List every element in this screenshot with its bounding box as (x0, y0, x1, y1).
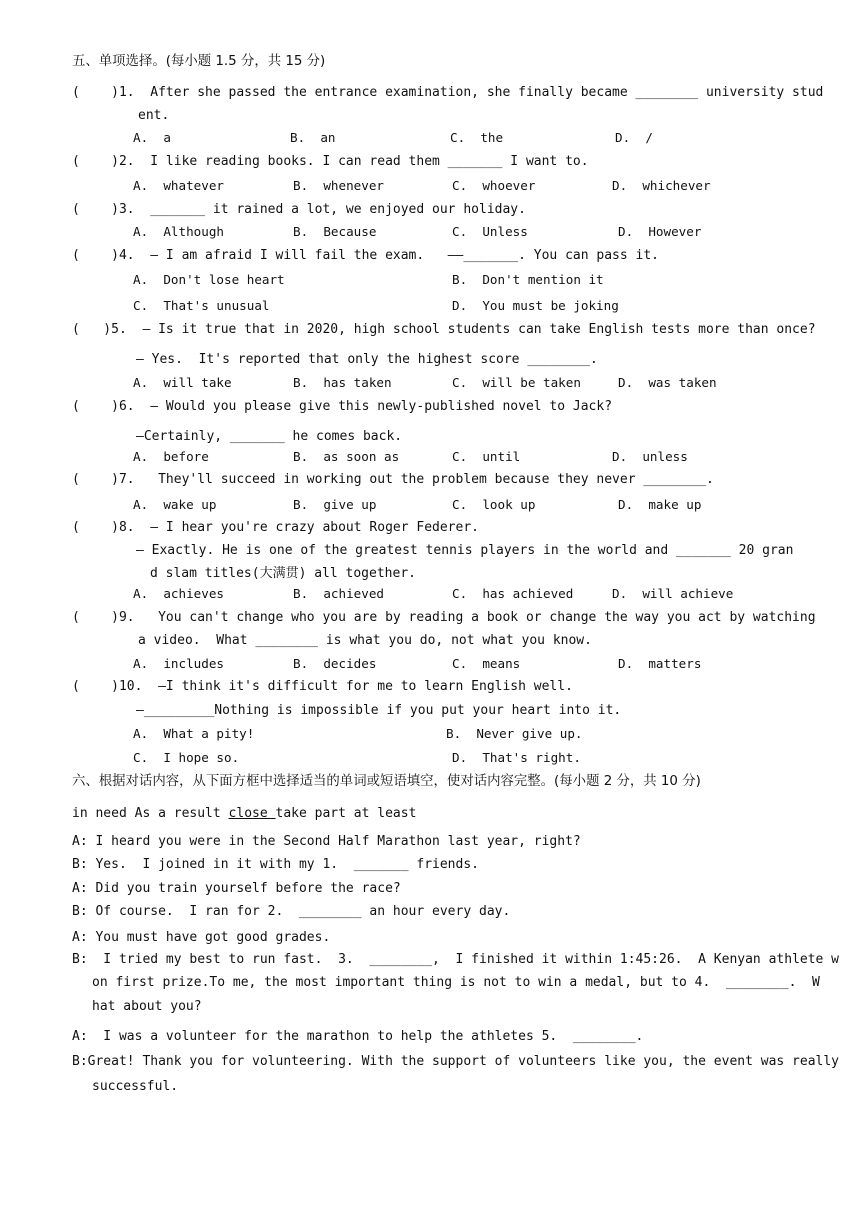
q6-option-a: A. before (133, 449, 209, 464)
dialogue-line-2: B: Yes. I joined in it with my 1. _______ friends. (72, 857, 479, 872)
q10-option-b: B. Never give up. (446, 726, 583, 741)
q9-option-b: B. decides (293, 656, 377, 671)
q4-option-c: C. That's unusual (133, 298, 270, 313)
question-6-cont: —Certainly, _______ he comes back. (136, 429, 403, 444)
q7-option-c: C. look up (452, 497, 536, 512)
q10-option-c: C. I hope so. (133, 750, 240, 765)
question-3: ( )3. _______ it rained a lot, we enjoyed our holiday. (72, 202, 526, 217)
q6-option-b: B. as soon as (293, 449, 400, 464)
question-8: ( )8. — I hear you're crazy about Roger Federer. (72, 520, 479, 535)
q8-option-a: A. achieves (133, 586, 224, 601)
dialogue-line-6b: on first prize.To me, the most important thing is not to win a medal, but to 4. ________. W (92, 975, 820, 990)
question-10: ( )10. —I think it's difficult for me to learn English well. (72, 679, 573, 694)
q6-option-c: C. until (452, 449, 521, 464)
q1-option-d: D. / (615, 130, 653, 145)
question-5: ( )5. — Is it true that in 2020, high school students can take English tests more than once? (72, 322, 816, 337)
q5-option-c: C. will be taken (452, 375, 581, 390)
q4-option-a: A. Don't lose heart (133, 272, 285, 287)
q9-option-d: D. matters (618, 656, 702, 671)
q1-option-a: A. a (133, 130, 171, 145)
dialogue-line-5: A: You must have got good grades. (72, 930, 331, 945)
question-9: ( )9. You can't change who you are by reading a book or change the way you act by watching (72, 610, 816, 625)
q5-option-d: D. was taken (618, 375, 717, 390)
word-bank-underlined: close (228, 806, 276, 821)
dialogue-line-8a: B:Great! Thank you for volunteering. With the support of volunteers like you, the event was really (72, 1054, 840, 1069)
q1-option-c: C. the (450, 130, 504, 145)
word-bank (72, 805, 416, 823)
q3-option-c: C. Unless (452, 224, 528, 239)
q6-option-d: D. unless (612, 449, 688, 464)
question-1-cont: ent. (138, 108, 170, 123)
q8-option-c: C. has achieved (452, 586, 574, 601)
q3-option-a: A. Although (133, 224, 224, 239)
q2-option-b: B. whenever (293, 178, 384, 193)
q10-option-d: D. That's right. (452, 750, 581, 765)
dialogue-line-4: B: Of course. I ran for 2. ________ an hour every day. (72, 904, 511, 919)
word-bank-before: in need As a result (72, 806, 229, 821)
q8-option-b: B. achieved (293, 586, 384, 601)
question-7: ( )7. They'll succeed in working out the problem because they never ________. (72, 472, 714, 487)
q4-option-d: D. You must be joking (452, 298, 619, 313)
q7-option-a: A. wake up (133, 497, 217, 512)
q9-option-c: C. means (452, 656, 521, 671)
q7-option-d: D. make up (618, 497, 702, 512)
question-9-cont: a video. What ________ is what you do, not what you know. (138, 633, 592, 648)
dialogue-line-7: A: I was a volunteer for the marathon to help the athletes 5. ________. (72, 1029, 644, 1044)
question-1: ( )1. After she passed the entrance examination, she finally became ________ university stud (72, 85, 824, 100)
q3-option-d: D. However (618, 224, 702, 239)
q3-option-b: B. Because (293, 224, 377, 239)
dialogue-line-1: A: I heard you were in the Second Half Marathon last year, right? (72, 834, 581, 849)
dialogue-line-3: A: Did you train yourself before the race? (72, 881, 401, 896)
section-6-title: 六、根据对话内容，从下面方框中选择适当的单词或短语填空，使对话内容完整。(每小题 2 分，共 10 分) (72, 774, 701, 789)
q4-option-b: B. Don't mention it (452, 272, 604, 287)
q1-option-b: B. an (290, 130, 336, 145)
q7-option-b: B. give up (293, 497, 377, 512)
q9-option-a: A. includes (133, 656, 224, 671)
question-2: ( )2. I like reading books. I can read them _______ I want to. (72, 154, 589, 169)
section-5-title: 五、单项选择。(每小题 1.5 分，共 15 分) (72, 54, 326, 69)
word-bank-after: take part at least (275, 806, 417, 821)
question-8-cont-2: d slam titles(大满贯) all together. (150, 566, 416, 581)
dialogue-line-8b: successful. (92, 1079, 179, 1094)
q2-option-a: A. whatever (133, 178, 224, 193)
q5-option-b: B. has taken (293, 375, 392, 390)
dialogue-line-6c: hat about you? (92, 999, 202, 1014)
question-6: ( )6. — Would you please give this newly-published novel to Jack? (72, 399, 613, 414)
question-10-cont: —_________Nothing is impossible if you put your heart into it. (136, 703, 622, 718)
q5-option-a: A. will take (133, 375, 232, 390)
question-4: ( )4. — I am afraid I will fail the exam. ——_______. You can pass it. (72, 248, 659, 263)
q2-option-d: D. whichever (612, 178, 711, 193)
dialogue-line-6a: B: I tried my best to run fast. 3. ________, I finished it within 1:45:26. A Kenyan athlete w (72, 952, 840, 967)
q10-option-a: A. What a pity! (133, 726, 255, 741)
question-8-cont-1: — Exactly. He is one of the greatest tennis players in the world and _______ 20 gran (136, 543, 794, 558)
q2-option-c: C. whoever (452, 178, 536, 193)
question-5-cont: — Yes. It's reported that only the highest score ________. (136, 352, 598, 367)
q8-option-d: D. will achieve (612, 586, 734, 601)
